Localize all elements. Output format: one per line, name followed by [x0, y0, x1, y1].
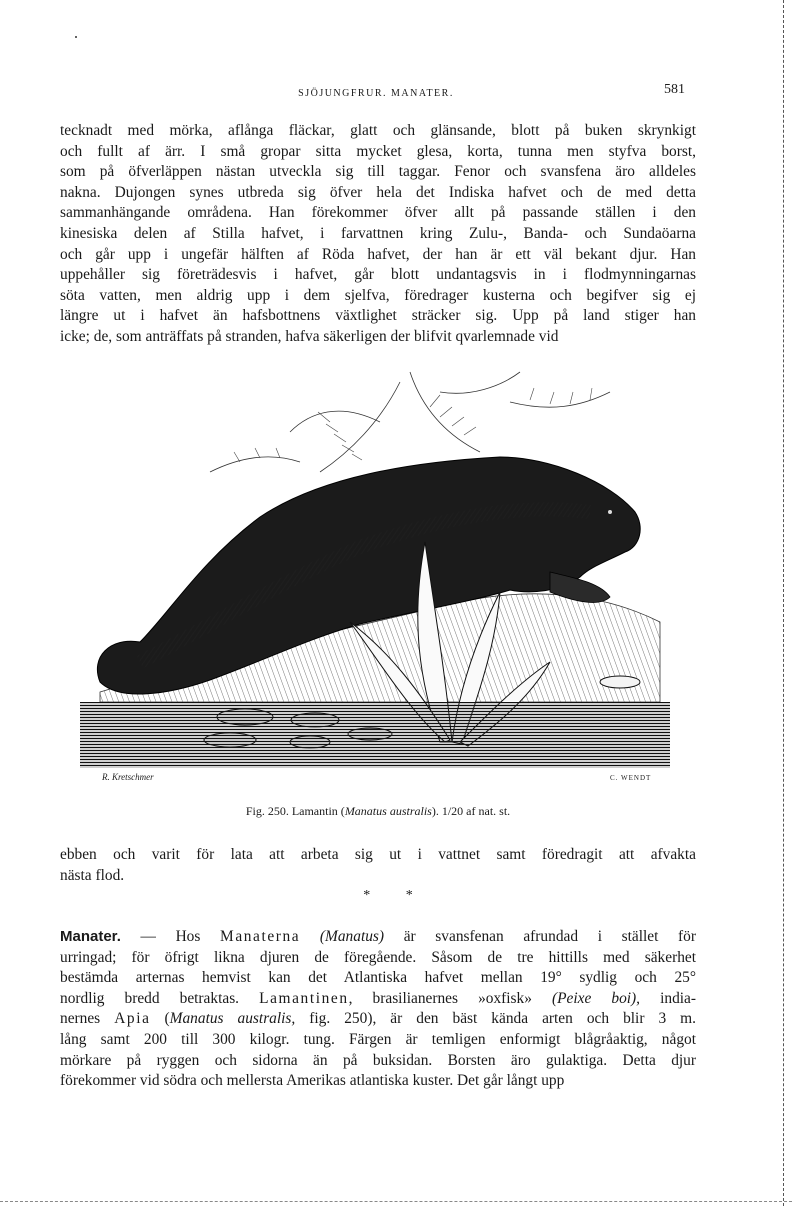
scan-speck [75, 36, 77, 38]
text-run: fig. 250), är den bäst kända arten och blir 3 m. [295, 1010, 696, 1028]
text-line: icke; de, som anträffats på stranden, hafva säkerligen der blifvit qvarlemnade vid [60, 327, 559, 345]
text-line: tecknadt med mörka, aflånga fläckar, glatt och glänsande, blott på buken skrynkigt [60, 122, 696, 139]
paragraph-1 [60, 121, 696, 348]
caption-prefix: Fig. 250. Lamantin ( [245, 804, 345, 818]
text-line: sammanhängande områdena. Han förekommer öfver allt på passande ställen i den [60, 204, 696, 222]
text-run [300, 928, 320, 945]
text-line [60, 1009, 696, 1030]
text-run: mörkare på ryggen och sidorna än på buksidan. Borsten äro gulaktiga. Detta djur [60, 1051, 696, 1069]
text-run: Manaterna [220, 928, 301, 945]
caption-species: Manatus australis [344, 804, 432, 818]
text-line [60, 927, 696, 948]
signature-right: C. WENDT [610, 774, 652, 782]
water-surface [80, 702, 670, 768]
text-run: nordlig bredd betraktas. [60, 989, 260, 1007]
paragraph-2 [60, 845, 696, 886]
page-number: 581 [664, 82, 685, 97]
caption-mid: ). [431, 804, 442, 818]
figure-caption [60, 804, 696, 819]
text-line: söta vatten, men aldrig upp i dem sjelfva, föredrager kusterna och begifver sig ej [60, 286, 696, 304]
text-run: förekommer vid södra och mellersta Amerikas atlantiska kuster. Det går långt upp [60, 1072, 565, 1090]
text-line: ebben och varit för lata att arbeta sig ut i vattnet samt föredragit att afvakta [60, 846, 696, 863]
text-run: nernes [60, 1010, 115, 1028]
text-line: kinesiska delen af Stilla hafvet, i farvattnen kring Zulu-, Banda- och Sundaöarna [60, 224, 696, 242]
text-run: Manatus australis, [169, 1010, 296, 1028]
paragraph-3 [60, 927, 696, 1092]
text-run: , brasilianernes »oxfisk» [348, 989, 553, 1007]
caption-suffix: af nat. st. [463, 804, 511, 818]
text-run: india- [640, 989, 696, 1007]
text-line [60, 989, 696, 1010]
text-run: ( [150, 1010, 170, 1028]
text-run: (Manatus) [319, 928, 385, 945]
text-run: Apia [114, 1010, 151, 1028]
section-heading: Manater. [60, 928, 121, 945]
text-run: Lamantinen [259, 989, 349, 1007]
text-line: nakna. Dujongen synes utbreda sig öfver hela det Indiska hafvet och de med detta [60, 183, 696, 201]
scan-edge-bottom [0, 1200, 792, 1202]
caption-fraction: 1/20 [441, 804, 464, 818]
running-head: SJÖJUNGFRUR. MANATER. [298, 88, 454, 99]
text-line: som på öfverläppen nästan utveckla sig till taggar. Fenor och svansfena äro alldeles [60, 163, 696, 181]
manatee-engraving-icon [80, 362, 670, 790]
signature-left: R. Kretschmer [102, 772, 154, 782]
fern-fronds [210, 372, 610, 472]
text-line [60, 1051, 696, 1072]
text-run: bestämda arternas hemvist kan det Atlantiska hafvet mellan 19° sydlig och 25° [60, 969, 696, 987]
text-line: och går upp i ungefär hälften af Röda hafvet, der han är ett väl bekant djur. Han [60, 245, 696, 263]
text-line: och fullt af ärr. I små gropar sitta mycket glesa, korta, tunna men styfva borst, [60, 142, 696, 160]
text-run: är svansfenan afrundad i stället för [384, 928, 696, 945]
text-run: — Hos [120, 928, 221, 945]
text-run: lång samt 200 till 300 kilogr. tung. Färgen är temligen enformigt blågråaktig, något [60, 1030, 696, 1048]
section-separator: * * [363, 888, 429, 903]
text-line: uppehåller sig företrädesvis i hafvet, går blott undantagsvis in i flodmynningarnas [60, 266, 696, 284]
text-line [60, 1071, 696, 1092]
text-line [60, 968, 696, 989]
text-run: (Peixe boi), [552, 989, 641, 1007]
text-run: urringad; för öfrigt likna djuren de föregående. Såsom de tre hittills med säkerhet [60, 948, 696, 966]
text-line: längre ut i hafvet än hafsbottnens växtlighet sträcker sig. Upp på land stiger han [60, 307, 696, 325]
text-line: nästa flod. [60, 866, 125, 884]
text-line [60, 948, 696, 969]
scan-edge-right [782, 0, 784, 1206]
text-line [60, 1030, 696, 1051]
